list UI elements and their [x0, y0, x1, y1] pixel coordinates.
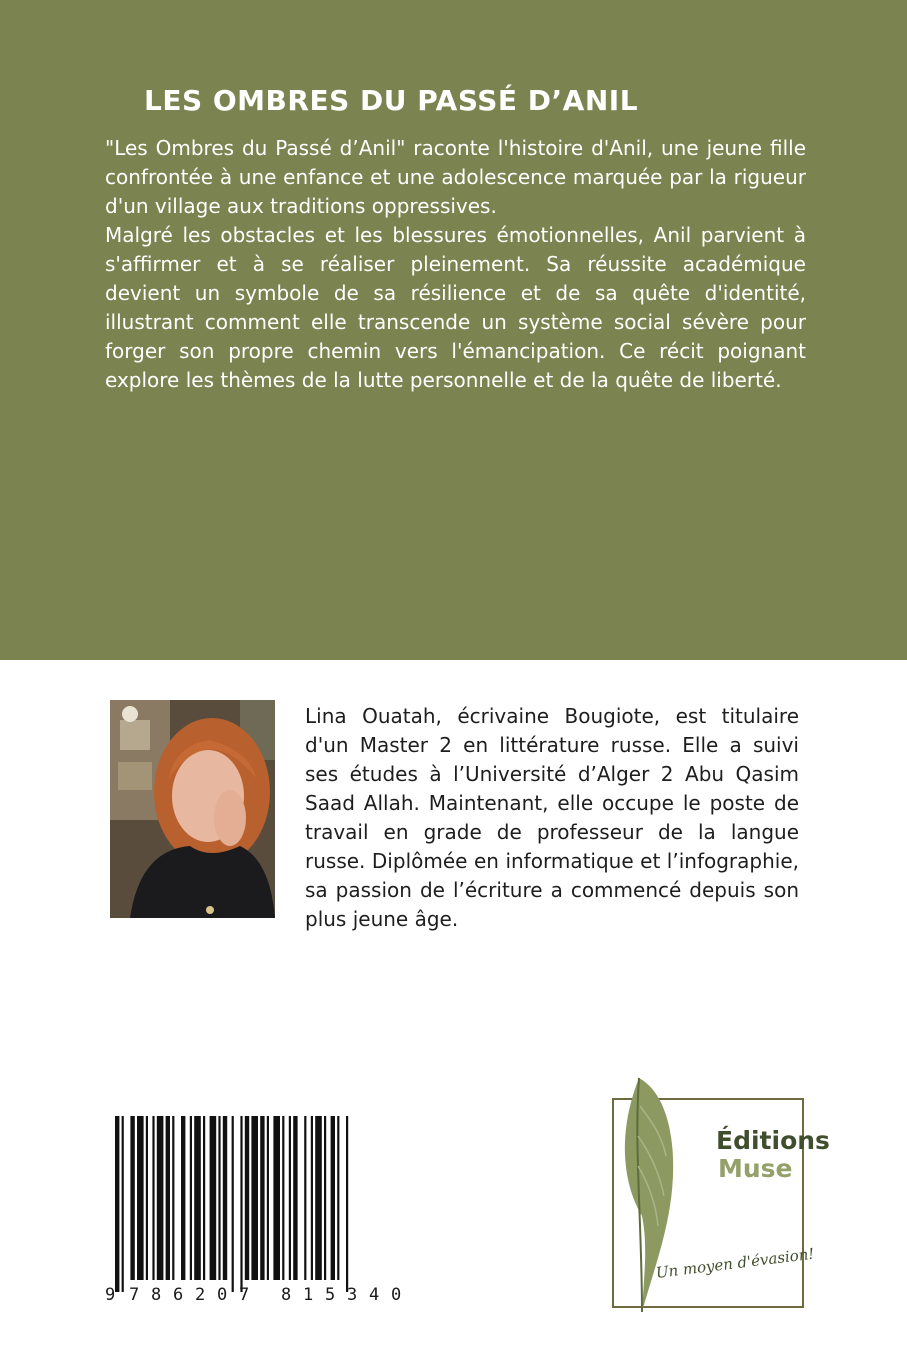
barcode-bar — [194, 1116, 201, 1280]
barcode-bar — [157, 1116, 164, 1280]
publisher-name-line1: Éditions — [716, 1126, 830, 1155]
barcode-digit: 7 — [129, 1285, 140, 1302]
cover-top-panel — [0, 0, 907, 660]
barcode-digit: 5 — [325, 1285, 336, 1302]
barcode-bar — [190, 1116, 192, 1280]
isbn-barcode — [103, 1116, 419, 1302]
barcode-bar — [245, 1116, 249, 1280]
barcode-digits — [105, 1285, 401, 1302]
author-portrait-illustration — [110, 700, 275, 918]
publisher-name-line2: Muse — [718, 1154, 793, 1183]
barcode-bar — [240, 1116, 242, 1292]
barcode-digit: 4 — [369, 1285, 380, 1302]
barcode-bar — [267, 1116, 269, 1280]
barcode-bar — [251, 1116, 258, 1280]
book-title: LES OMBRES DU PASSÉ D’ANIL — [144, 84, 639, 117]
barcode-bar — [337, 1116, 339, 1280]
barcode-bar — [172, 1116, 174, 1280]
barcode-digit: 8 — [151, 1285, 162, 1302]
author-bio: Lina Ouatah, écrivaine Bougiote, est titulaire d'un Master 2 en littérature russe. Elle a suivi ses études à l’Université d’Alger 2 Abu Qasim Saad Allah. Maintenant, elle occupe le poste de travail en grade de professeur de la langue russe. Diplômée en informatique et l’infographie, sa passion de l’écriture a commencé depuis son plus jeune âge. — [305, 704, 799, 931]
barcode-bar — [346, 1116, 348, 1292]
barcode-digit: 8 — [281, 1285, 292, 1302]
barcode-bar — [282, 1116, 284, 1280]
barcode-bar — [146, 1116, 148, 1280]
summary-paragraph-2: Malgré les obstacles et les blessures émotionnelles, Anil parvient à s'affirmer et à se réaliser pleinement. Sa réussite académique devient un symbole de sa résilience et de sa quête d'identité, illustrant comment elle transcende un système social sévère pour forger son propre chemin vers l'émancipation. Ce récit poignant explore les thèmes de la lutte personnelle et de la quête de liberté. — [105, 223, 806, 392]
barcode-graphic — [103, 1116, 419, 1302]
publisher-logo — [612, 1076, 830, 1312]
barcode-bar — [210, 1116, 217, 1280]
summary-paragraph-1: "Les Ombres du Passé d’Anil" raconte l'histoire d'Anil, une jeune fille confrontée à une enfance et une adolescence marquée par la rigueur d'un village aux traditions oppressives. — [105, 136, 806, 218]
publisher-tagline: Un moyen d'évasion! — [654, 1244, 816, 1282]
barcode-digit: 1 — [303, 1285, 314, 1302]
barcode-bar — [289, 1116, 291, 1280]
barcode-bar — [137, 1116, 144, 1280]
barcode-digit: 3 — [347, 1285, 358, 1302]
barcode-bar — [311, 1116, 313, 1280]
barcode-bar — [203, 1116, 205, 1280]
barcode-bar — [115, 1116, 119, 1292]
barcode-digit: 2 — [195, 1285, 206, 1302]
barcode-bar — [130, 1116, 134, 1280]
barcode-bar — [223, 1116, 227, 1280]
barcode-digit: 0 — [391, 1285, 402, 1302]
barcode-bar — [122, 1116, 124, 1292]
barcode-digit: 9 — [105, 1285, 116, 1302]
barcode-bar — [293, 1116, 297, 1280]
barcode-bar — [166, 1116, 170, 1280]
barcode-bar — [181, 1116, 185, 1280]
barcode-bar — [218, 1116, 220, 1280]
barcode-bar — [324, 1116, 326, 1280]
barcode-bar — [232, 1116, 234, 1292]
barcode-bar — [273, 1116, 280, 1280]
barcode-bar — [152, 1116, 154, 1280]
author-photo — [110, 700, 275, 918]
barcode-digit: 7 — [239, 1285, 250, 1302]
barcode-digit: 0 — [217, 1285, 228, 1302]
barcode-bar — [331, 1116, 335, 1280]
barcode-digit: 6 — [173, 1285, 184, 1302]
book-summary — [105, 134, 806, 395]
feather-icon — [612, 1076, 808, 1312]
barcode-bar — [260, 1116, 264, 1280]
barcode-bar — [304, 1116, 306, 1280]
barcode-bar — [315, 1116, 322, 1280]
barcode-bars — [115, 1116, 348, 1292]
